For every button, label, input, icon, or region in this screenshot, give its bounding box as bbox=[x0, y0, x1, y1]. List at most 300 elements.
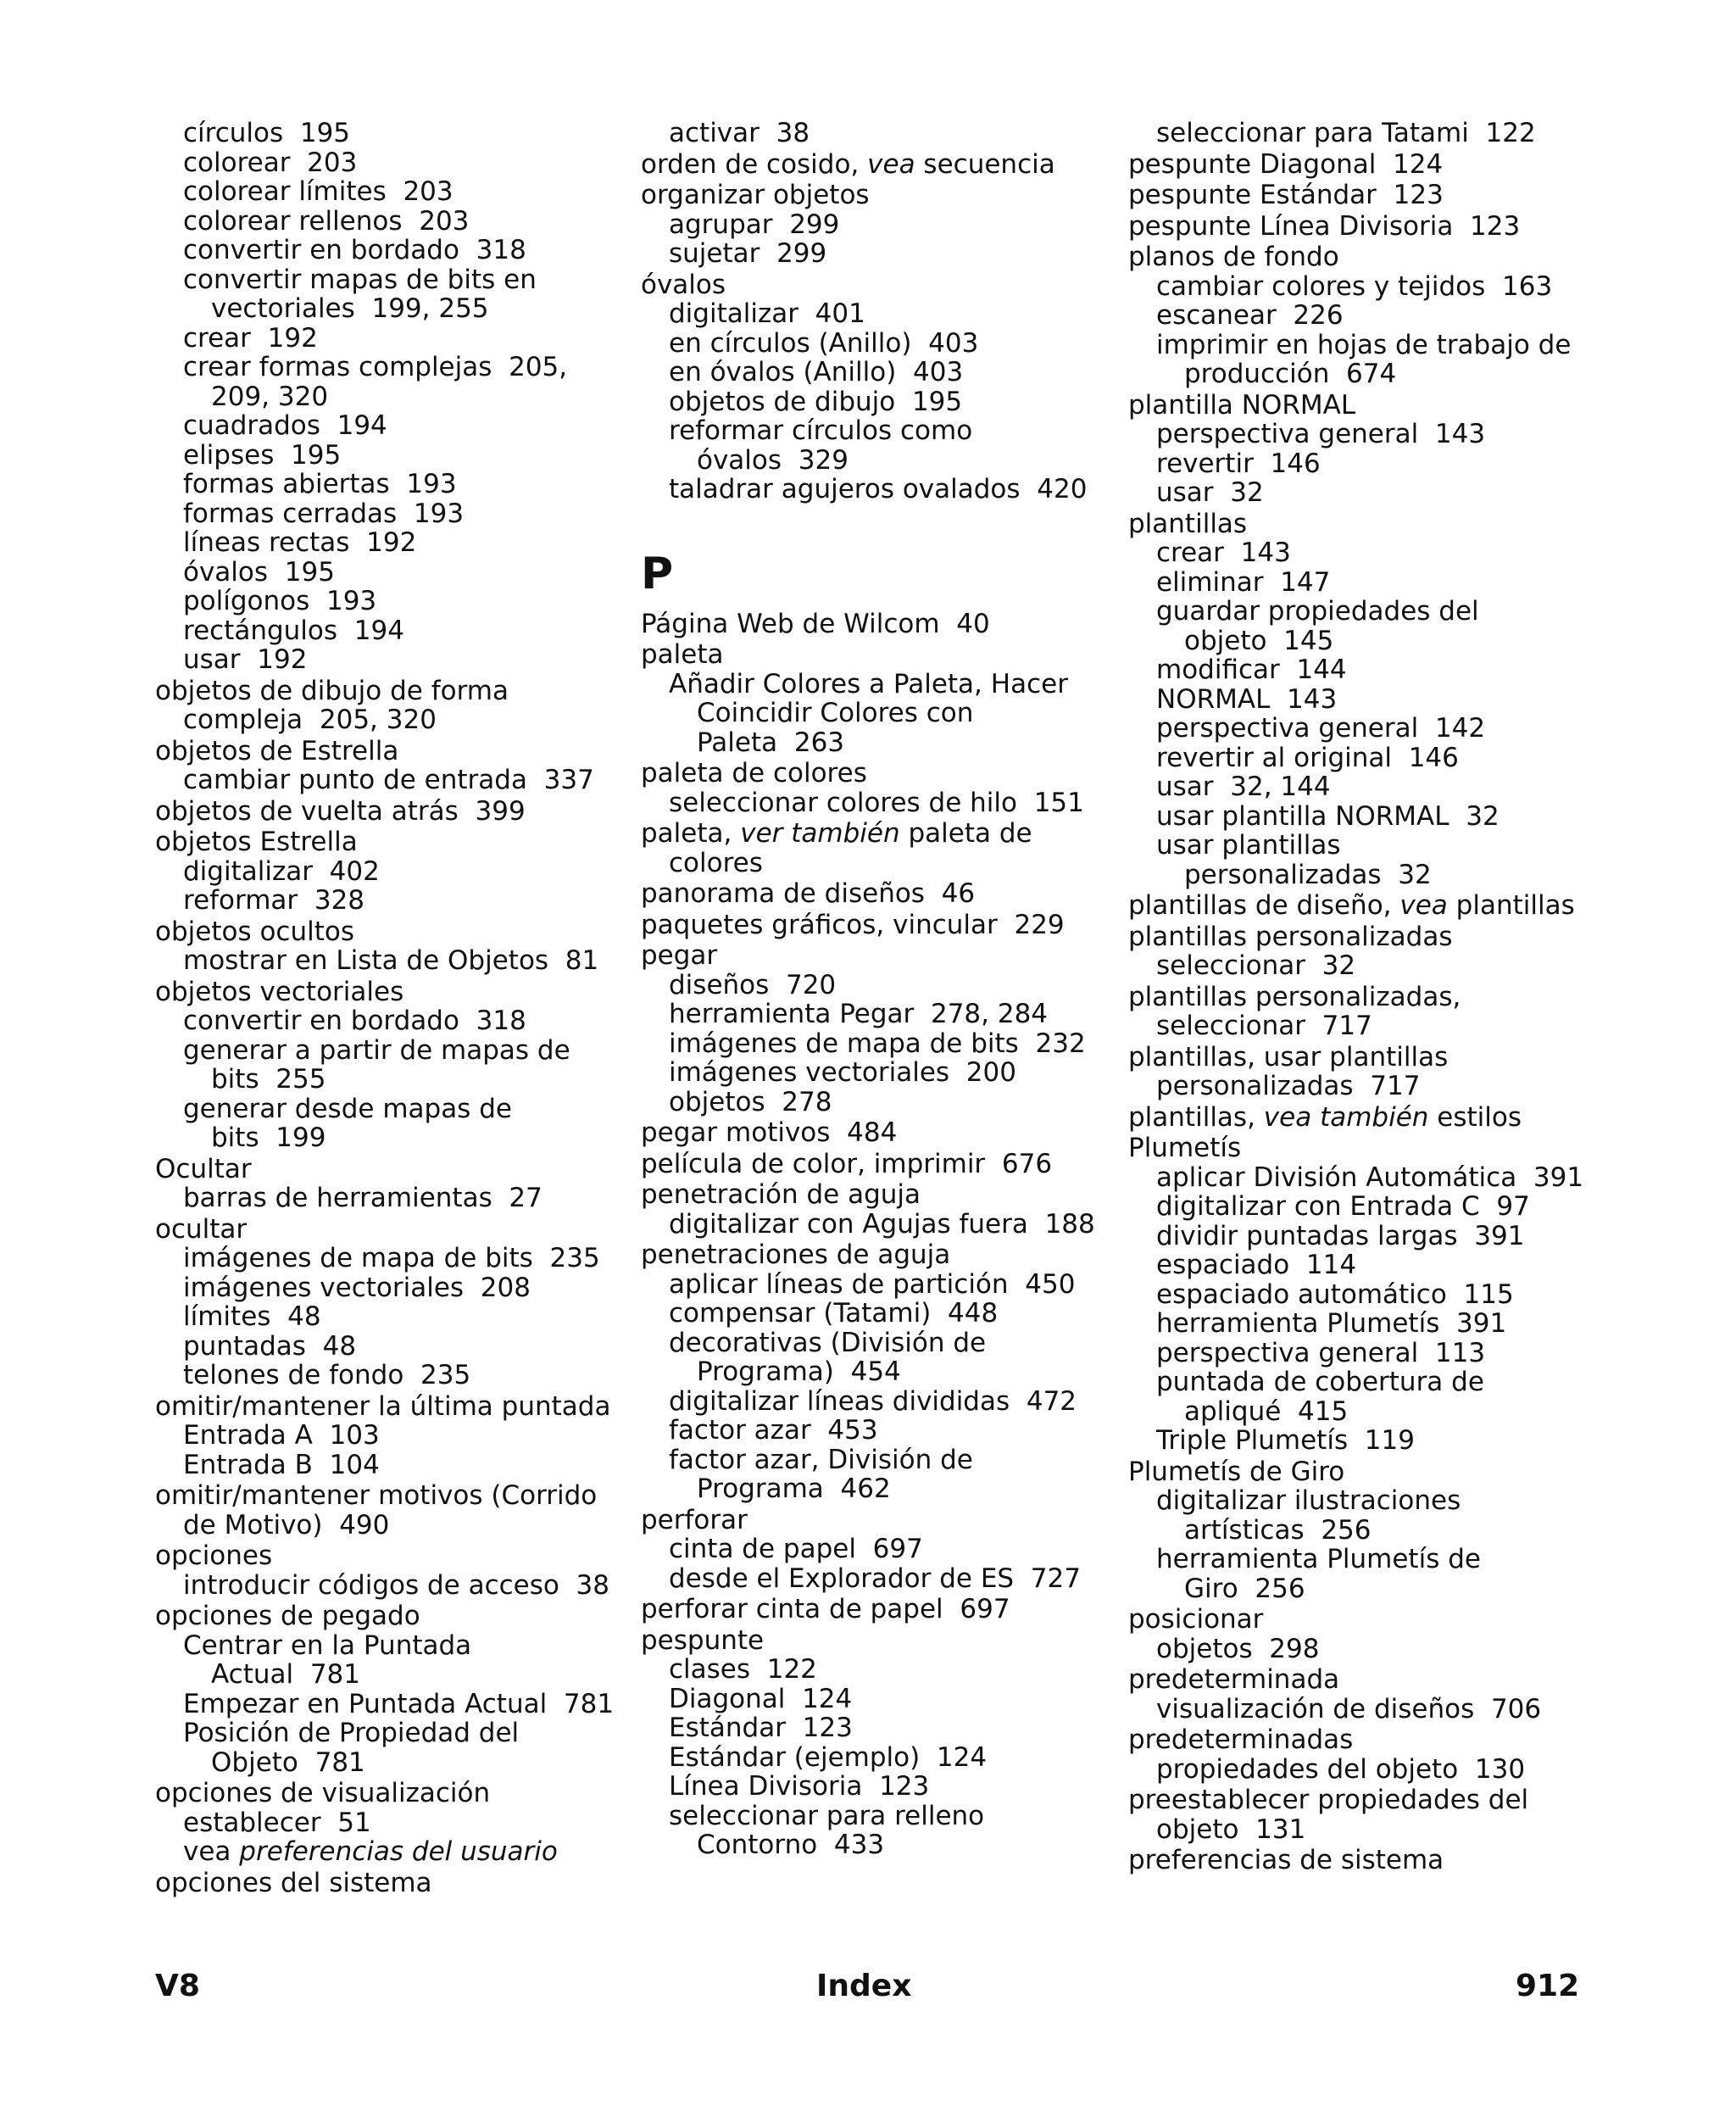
entry-text: bits 199 bbox=[211, 1123, 326, 1153]
entry-text: crear 143 bbox=[1156, 538, 1291, 568]
entry-text-after: estilos bbox=[1428, 1101, 1522, 1133]
index-entry bbox=[641, 1180, 1116, 1210]
index-column-1 bbox=[155, 119, 630, 1897]
index-entry bbox=[641, 270, 1116, 300]
index-subentry bbox=[155, 1748, 630, 1778]
index-subentry bbox=[641, 1329, 1116, 1358]
index-entry bbox=[1128, 922, 1603, 952]
index-column-3 bbox=[1128, 119, 1603, 1875]
entry-text: usar plantilla NORMAL 32 bbox=[1156, 800, 1500, 832]
index-entry bbox=[641, 610, 1116, 639]
entry-text: Plumetís bbox=[1128, 1133, 1242, 1163]
entry-text: penetraciones de aguja bbox=[641, 1240, 951, 1270]
index-subentry bbox=[155, 148, 630, 178]
entry-text: imágenes de mapa de bits 232 bbox=[669, 1028, 1086, 1059]
entry-text: personalizadas 717 bbox=[1156, 1071, 1421, 1101]
entry-text: digitalizar ilustraciones bbox=[1156, 1485, 1461, 1516]
entry-text: opciones de visualización bbox=[155, 1778, 491, 1808]
entry-text: Entrada B 104 bbox=[183, 1449, 380, 1480]
entry-text: perspectiva general 143 bbox=[1156, 419, 1486, 449]
index-subentry bbox=[1128, 1574, 1603, 1604]
index-subentry bbox=[641, 1685, 1116, 1714]
entry-text: agrupar 299 bbox=[669, 209, 840, 240]
entry-cross-reference: vea bbox=[867, 148, 915, 180]
index-subentry bbox=[155, 1302, 630, 1332]
entry-text: objetos 278 bbox=[669, 1086, 832, 1117]
entry-text: bits 255 bbox=[211, 1064, 326, 1095]
index-subentry bbox=[155, 946, 630, 976]
entry-text: taladrar agujeros ovalados 420 bbox=[669, 474, 1088, 504]
index-subentry bbox=[1128, 1251, 1603, 1280]
index-subentry bbox=[1128, 685, 1603, 715]
entry-text: Paleta 263 bbox=[697, 727, 845, 758]
entry-text: usar 32 bbox=[1156, 477, 1264, 508]
entry-text: convertir mapas de bits en bbox=[183, 264, 537, 295]
entry-text: Empezar en Puntada Actual 781 bbox=[183, 1688, 615, 1719]
entry-text: usar 32, 144 bbox=[1156, 772, 1331, 802]
index-subentry bbox=[641, 1299, 1116, 1329]
index-subentry bbox=[155, 616, 630, 646]
entry-text: cambiar punto de entrada 337 bbox=[183, 765, 594, 795]
index-subentry bbox=[155, 1123, 630, 1153]
index-subentry bbox=[641, 1655, 1116, 1685]
index-subentry bbox=[155, 558, 630, 588]
index-subentry bbox=[1128, 655, 1603, 685]
entry-text: propiedades del objeto 130 bbox=[1156, 1753, 1526, 1785]
index-subentry bbox=[641, 416, 1116, 446]
index-subentry bbox=[1128, 1309, 1603, 1339]
index-subentry bbox=[155, 587, 630, 616]
index-entry bbox=[155, 677, 630, 706]
entry-text: plantillas, bbox=[1128, 1101, 1264, 1133]
entry-text: aplicar líneas de partición 450 bbox=[669, 1268, 1076, 1300]
entry-text: dividir puntadas largas 391 bbox=[1156, 1220, 1525, 1251]
index-subentry bbox=[1128, 744, 1603, 773]
entry-text: preferencias de sistema bbox=[1128, 1845, 1444, 1875]
index-entry bbox=[641, 640, 1116, 670]
index-entry bbox=[155, 1215, 630, 1245]
entry-text: seleccionar para Tatami 122 bbox=[1156, 118, 1536, 148]
index-subentry bbox=[1128, 714, 1603, 744]
entry-text: imágenes vectoriales 208 bbox=[183, 1272, 531, 1303]
index-entry bbox=[641, 911, 1116, 940]
index-entry bbox=[155, 827, 630, 857]
entry-text: desde el Explorador de ES 727 bbox=[669, 1563, 1081, 1594]
entry-text: modificar 144 bbox=[1156, 655, 1347, 685]
index-entry bbox=[155, 1392, 630, 1422]
index-subentry bbox=[155, 1361, 630, 1390]
entry-text: paleta de colores bbox=[641, 758, 867, 788]
entry-text: colores bbox=[669, 847, 763, 878]
entry-text: visualización de diseños 706 bbox=[1156, 1693, 1542, 1724]
entry-text: usar plantillas bbox=[1156, 830, 1341, 861]
entry-text: óvalos bbox=[641, 269, 726, 300]
entry-cross-reference: ver también bbox=[740, 818, 900, 849]
index-entry bbox=[641, 1150, 1116, 1179]
entry-text: Triple Plumetís 119 bbox=[1156, 1425, 1415, 1456]
entry-text: límites 48 bbox=[183, 1301, 321, 1332]
entry-text: colorear límites 203 bbox=[183, 176, 453, 207]
index-subentry bbox=[155, 1006, 630, 1036]
index-subentry bbox=[155, 1184, 630, 1213]
entry-text: objetos Estrella bbox=[155, 827, 358, 857]
index-subentry bbox=[1128, 301, 1603, 331]
index-subentry bbox=[1128, 597, 1603, 627]
entry-text: pegar bbox=[641, 940, 718, 971]
index-subentry bbox=[155, 353, 630, 382]
index-subentry bbox=[155, 1451, 630, 1480]
entry-text: digitalizar con Agujas fuera 188 bbox=[669, 1208, 1095, 1240]
index-entry bbox=[1128, 212, 1603, 242]
entry-text: Diagonal 124 bbox=[669, 1683, 853, 1714]
entry-text: crear 192 bbox=[183, 322, 318, 354]
index-subentry bbox=[1128, 1011, 1603, 1041]
entry-text: barras de herramientas 27 bbox=[183, 1183, 542, 1213]
entry-text: objetos vectoriales bbox=[155, 976, 404, 1007]
index-subentry bbox=[1128, 420, 1603, 449]
index-subentry bbox=[155, 1332, 630, 1362]
index-subentry bbox=[1128, 1695, 1603, 1724]
entry-text: digitalizar líneas divididas 472 bbox=[669, 1385, 1077, 1417]
entry-text: objetos de dibujo de forma bbox=[155, 675, 509, 706]
entry-text: puntadas 48 bbox=[183, 1330, 357, 1362]
entry-text: objetos 298 bbox=[1156, 1633, 1320, 1664]
index-subentry bbox=[155, 1571, 630, 1601]
entry-text: cuadrados 194 bbox=[183, 410, 387, 441]
entry-text: guardar propiedades del bbox=[1156, 596, 1479, 627]
index-subentry bbox=[155, 324, 630, 354]
index-subentry bbox=[155, 470, 630, 499]
index-subentry bbox=[1128, 1222, 1603, 1251]
entry-text: Página Web de Wilcom 40 bbox=[641, 608, 990, 639]
index-subentry bbox=[155, 1837, 630, 1867]
index-entry bbox=[641, 1595, 1116, 1624]
entry-text: factor azar, División de bbox=[669, 1444, 973, 1475]
entry-text: planos de fondo bbox=[1128, 242, 1339, 272]
entry-text: pespunte Línea Divisoria 123 bbox=[1128, 210, 1521, 242]
index-entry bbox=[1128, 510, 1603, 539]
index-subentry bbox=[1128, 1163, 1603, 1193]
index-entry bbox=[641, 1626, 1116, 1656]
entry-text: reformar 328 bbox=[183, 885, 365, 916]
index-subentry bbox=[1128, 861, 1603, 890]
index-subentry bbox=[155, 1036, 630, 1066]
entry-text: Plumetís de Giro bbox=[1128, 1456, 1345, 1487]
entry-text: Entrada A 103 bbox=[183, 1420, 380, 1451]
index-subentry bbox=[641, 1446, 1116, 1475]
entry-text: plantillas de diseño, bbox=[1128, 890, 1400, 921]
entry-text: objetos de vuelta atrás 399 bbox=[155, 795, 526, 827]
index-entry bbox=[1128, 1786, 1603, 1815]
entry-text: diseños 720 bbox=[669, 969, 837, 1000]
index-entry bbox=[1128, 1846, 1603, 1875]
index-subentry bbox=[155, 1808, 630, 1838]
entry-text: Contorno 433 bbox=[697, 1830, 885, 1860]
entry-text: óvalos 329 bbox=[697, 444, 849, 476]
index-subentry bbox=[155, 499, 630, 529]
index-subentry bbox=[1128, 331, 1603, 360]
entry-text: panorama de diseños 46 bbox=[641, 878, 976, 909]
index-subentry bbox=[641, 1564, 1116, 1594]
entry-text: plantillas, usar plantillas bbox=[1128, 1041, 1449, 1072]
entry-text: Posición de Propiedad del bbox=[183, 1718, 520, 1748]
index-column-2 bbox=[641, 119, 1116, 1860]
index-subentry bbox=[641, 1535, 1116, 1564]
entry-text: posicionar bbox=[1128, 1604, 1264, 1635]
index-subentry bbox=[641, 1088, 1116, 1117]
index-subentry bbox=[155, 411, 630, 441]
index-subentry bbox=[155, 236, 630, 265]
entry-text: opciones del sistema bbox=[155, 1867, 432, 1898]
index-subentry bbox=[641, 475, 1116, 504]
entry-text: Estándar (ejemplo) 124 bbox=[669, 1741, 988, 1773]
index-subentry bbox=[1128, 1486, 1603, 1516]
entry-text: NORMAL 143 bbox=[1156, 683, 1338, 715]
index-subentry bbox=[155, 207, 630, 237]
index-subentry bbox=[1128, 627, 1603, 656]
index-entry bbox=[641, 150, 1116, 180]
index-subentry bbox=[641, 788, 1116, 818]
index-entry bbox=[1128, 891, 1603, 921]
index-subentry bbox=[641, 329, 1116, 359]
index-subentry bbox=[1128, 478, 1603, 508]
index-subentry bbox=[641, 670, 1116, 699]
entry-text: círculos 195 bbox=[183, 118, 351, 148]
entry-text: omitir/mantener motivos (Corrido bbox=[155, 1480, 598, 1511]
index-subentry bbox=[155, 119, 630, 148]
entry-text: artísticas 256 bbox=[1184, 1514, 1372, 1546]
index-subentry bbox=[155, 1273, 630, 1303]
index-subentry bbox=[641, 1210, 1116, 1240]
entry-text: crear formas complejas 205, bbox=[183, 352, 568, 382]
entry-text: Añadir Colores a Paleta, Hacer bbox=[669, 668, 1068, 699]
entry-text: herramienta Plumetís de bbox=[1156, 1544, 1481, 1574]
index-subentry bbox=[155, 766, 630, 795]
index-subentry bbox=[1128, 1368, 1603, 1397]
index-subentry bbox=[641, 1387, 1116, 1417]
index-subentry bbox=[155, 1690, 630, 1719]
entry-text: generar a partir de mapas de bbox=[183, 1034, 570, 1066]
index-subentry bbox=[1128, 1280, 1603, 1310]
index-subentry bbox=[641, 239, 1116, 269]
index-subentry bbox=[1128, 1426, 1603, 1456]
entry-text: introducir códigos de acceso 38 bbox=[183, 1569, 610, 1601]
entry-text: perforar bbox=[641, 1504, 748, 1535]
entry-text: objetos ocultos bbox=[155, 916, 354, 947]
index-subentry bbox=[1128, 1516, 1603, 1546]
entry-text: Ocultar bbox=[155, 1153, 252, 1184]
index-subentry bbox=[1128, 772, 1603, 802]
entry-text: opciones de pegado bbox=[155, 1601, 420, 1631]
index-subentry bbox=[1128, 802, 1603, 832]
index-subentry bbox=[641, 1029, 1116, 1059]
entry-text: orden de cosido, bbox=[641, 148, 868, 180]
entry-text: plantillas personalizadas, bbox=[1128, 981, 1461, 1012]
index-entry bbox=[155, 1155, 630, 1184]
entry-text: establecer 51 bbox=[183, 1807, 371, 1838]
entry-text: omitir/mantener la última puntada bbox=[155, 1390, 611, 1422]
entry-text: compleja 205, 320 bbox=[183, 705, 437, 735]
index-entry bbox=[641, 1118, 1116, 1148]
entry-text-after: plantillas bbox=[1447, 890, 1575, 921]
entry-cross-reference: preferencias del usuario bbox=[239, 1836, 558, 1867]
index-subentry bbox=[1128, 1192, 1603, 1222]
index-subentry bbox=[641, 699, 1116, 728]
index-subentry bbox=[641, 1357, 1116, 1387]
index-subentry bbox=[641, 387, 1116, 417]
index-subentry bbox=[155, 1511, 630, 1540]
entry-text: digitalizar 402 bbox=[183, 855, 380, 887]
entry-text: opciones bbox=[155, 1540, 273, 1571]
entry-text: 209, 320 bbox=[211, 381, 329, 412]
index-entry bbox=[155, 917, 630, 947]
entry-text: pespunte Diagonal 124 bbox=[1128, 148, 1444, 180]
entry-text: líneas rectas 192 bbox=[183, 527, 417, 558]
index-subentry bbox=[1128, 1815, 1603, 1845]
entry-text: mostrar en Lista de Objetos 81 bbox=[183, 945, 599, 976]
entry-text: seleccionar 717 bbox=[1156, 1011, 1372, 1041]
entry-cross-reference: vea también bbox=[1263, 1101, 1429, 1133]
entry-text: convertir en bordado 318 bbox=[183, 235, 526, 265]
index-subentry bbox=[641, 210, 1116, 240]
index-entry bbox=[155, 1541, 630, 1571]
entry-text: Centrar en la Puntada bbox=[183, 1630, 472, 1661]
entry-text: formas cerradas 193 bbox=[183, 498, 465, 529]
index-entry bbox=[1128, 1605, 1603, 1635]
entry-text: sujetar 299 bbox=[669, 238, 827, 269]
entry-text: en óvalos (Anillo) 403 bbox=[669, 357, 964, 387]
index-subentry bbox=[1128, 119, 1603, 148]
index-subentry bbox=[1128, 1635, 1603, 1664]
entry-text: objetos de dibujo 195 bbox=[669, 386, 963, 417]
index-subentry bbox=[155, 1421, 630, 1451]
index-subentry bbox=[155, 528, 630, 558]
entry-text: pegar motivos 484 bbox=[641, 1117, 898, 1148]
index-entry bbox=[155, 1481, 630, 1511]
index-subentry bbox=[155, 1244, 630, 1273]
entry-text: imágenes de mapa de bits 235 bbox=[183, 1243, 600, 1273]
entry-text: película de color, imprimir 676 bbox=[641, 1148, 1053, 1179]
entry-text: Programa 462 bbox=[697, 1474, 891, 1504]
entry-text: Coincidir Colores con bbox=[697, 698, 974, 728]
entry-text: perspectiva general 142 bbox=[1156, 713, 1486, 744]
entry-text: Programa) 454 bbox=[697, 1357, 901, 1387]
index-subentry bbox=[641, 1416, 1116, 1446]
entry-text: en círculos (Anillo) 403 bbox=[669, 327, 979, 359]
entry-text: cambiar colores y tejidos 163 bbox=[1156, 270, 1553, 302]
index-entry bbox=[155, 1779, 630, 1808]
index-subentry bbox=[155, 1660, 630, 1690]
entry-text: seleccionar colores de hilo 151 bbox=[669, 787, 1084, 818]
entry-text: activar 38 bbox=[669, 118, 810, 148]
index-subentry bbox=[1128, 449, 1603, 479]
entry-text: espaciado automático 115 bbox=[1156, 1279, 1514, 1310]
index-subentry bbox=[641, 1743, 1116, 1773]
index-entry bbox=[1128, 150, 1603, 180]
index-entry bbox=[1128, 1103, 1603, 1133]
index-subentry bbox=[1128, 272, 1603, 302]
index-subentry bbox=[1128, 568, 1603, 598]
entry-text: seleccionar para relleno bbox=[669, 1800, 985, 1831]
index-entry bbox=[1128, 391, 1603, 421]
index-subentry bbox=[1128, 1397, 1603, 1427]
entry-text: reformar círculos como bbox=[669, 415, 973, 446]
index-subentry bbox=[1128, 359, 1603, 389]
index-entry bbox=[641, 1240, 1116, 1270]
index-subentry bbox=[155, 1065, 630, 1095]
entry-text: Estándar 123 bbox=[669, 1713, 853, 1743]
entry-text: Línea Divisoria 123 bbox=[669, 1771, 930, 1802]
entry-text: seleccionar 32 bbox=[1156, 950, 1356, 981]
footer-version: V8 bbox=[155, 1969, 200, 2003]
index-entry bbox=[155, 797, 630, 827]
entry-text: de Motivo) 490 bbox=[183, 1509, 390, 1540]
entry-text: vectoriales 199, 255 bbox=[211, 293, 489, 324]
index-entry bbox=[1128, 1665, 1603, 1695]
index-entry bbox=[641, 1506, 1116, 1535]
index-subentry bbox=[641, 299, 1116, 329]
entry-text: predeterminadas bbox=[1128, 1724, 1354, 1755]
index-subentry bbox=[641, 1270, 1116, 1300]
index-subentry bbox=[155, 1631, 630, 1661]
index-entry bbox=[1128, 1457, 1603, 1487]
entry-text: factor azar 453 bbox=[669, 1415, 878, 1446]
entry-text: elipses 195 bbox=[183, 439, 342, 471]
entry-text: digitalizar con Entrada C 97 bbox=[1156, 1191, 1530, 1222]
entry-text: producción 674 bbox=[1184, 359, 1397, 389]
index-subentry bbox=[641, 1000, 1116, 1029]
index-subentry bbox=[641, 1772, 1116, 1802]
entry-text: apliqué 415 bbox=[1184, 1396, 1349, 1427]
entry-text: imprimir en hojas de trabajo de bbox=[1156, 329, 1572, 360]
entry-text: espaciado 114 bbox=[1156, 1250, 1357, 1280]
index-subentry bbox=[1128, 1072, 1603, 1101]
index-subentry bbox=[1128, 538, 1603, 568]
index-entry bbox=[1128, 983, 1603, 1012]
index-subentry bbox=[1128, 1545, 1603, 1574]
index-entry bbox=[155, 978, 630, 1007]
index-subentry bbox=[155, 1719, 630, 1748]
index-subentry bbox=[641, 1802, 1116, 1831]
index-subentry bbox=[155, 177, 630, 207]
index-entry bbox=[641, 759, 1116, 788]
entry-text: penetración de aguja bbox=[641, 1179, 921, 1210]
entry-text: objetos de Estrella bbox=[155, 735, 399, 766]
entry-text: perspectiva general 113 bbox=[1156, 1337, 1486, 1368]
entry-text: imágenes vectoriales 200 bbox=[669, 1057, 1016, 1088]
index-subentry bbox=[155, 265, 630, 295]
entry-text: colorear 203 bbox=[183, 147, 358, 178]
entry-text: convertir en bordado 318 bbox=[183, 1006, 526, 1036]
entry-text: escanear 226 bbox=[1156, 300, 1344, 331]
entry-text: decorativas (División de bbox=[669, 1327, 987, 1358]
index-subentry bbox=[1128, 1339, 1603, 1368]
entry-text: cinta de papel 697 bbox=[669, 1534, 923, 1564]
index-entry bbox=[1128, 181, 1603, 210]
entry-text: paquetes gráficos, vincular 229 bbox=[641, 909, 1065, 940]
entry-text: digitalizar 401 bbox=[669, 298, 865, 329]
index-entry bbox=[1128, 1725, 1603, 1755]
entry-text: revertir 146 bbox=[1156, 448, 1321, 479]
index-subentry bbox=[641, 971, 1116, 1000]
entry-text: óvalos 195 bbox=[183, 556, 335, 588]
index-subentry bbox=[641, 1058, 1116, 1088]
index-subentry bbox=[641, 358, 1116, 387]
entry-text: organizar objetos bbox=[641, 180, 870, 210]
entry-text: pespunte bbox=[641, 1624, 765, 1656]
index-subentry bbox=[1128, 1755, 1603, 1785]
entry-text: clases 122 bbox=[669, 1654, 817, 1685]
